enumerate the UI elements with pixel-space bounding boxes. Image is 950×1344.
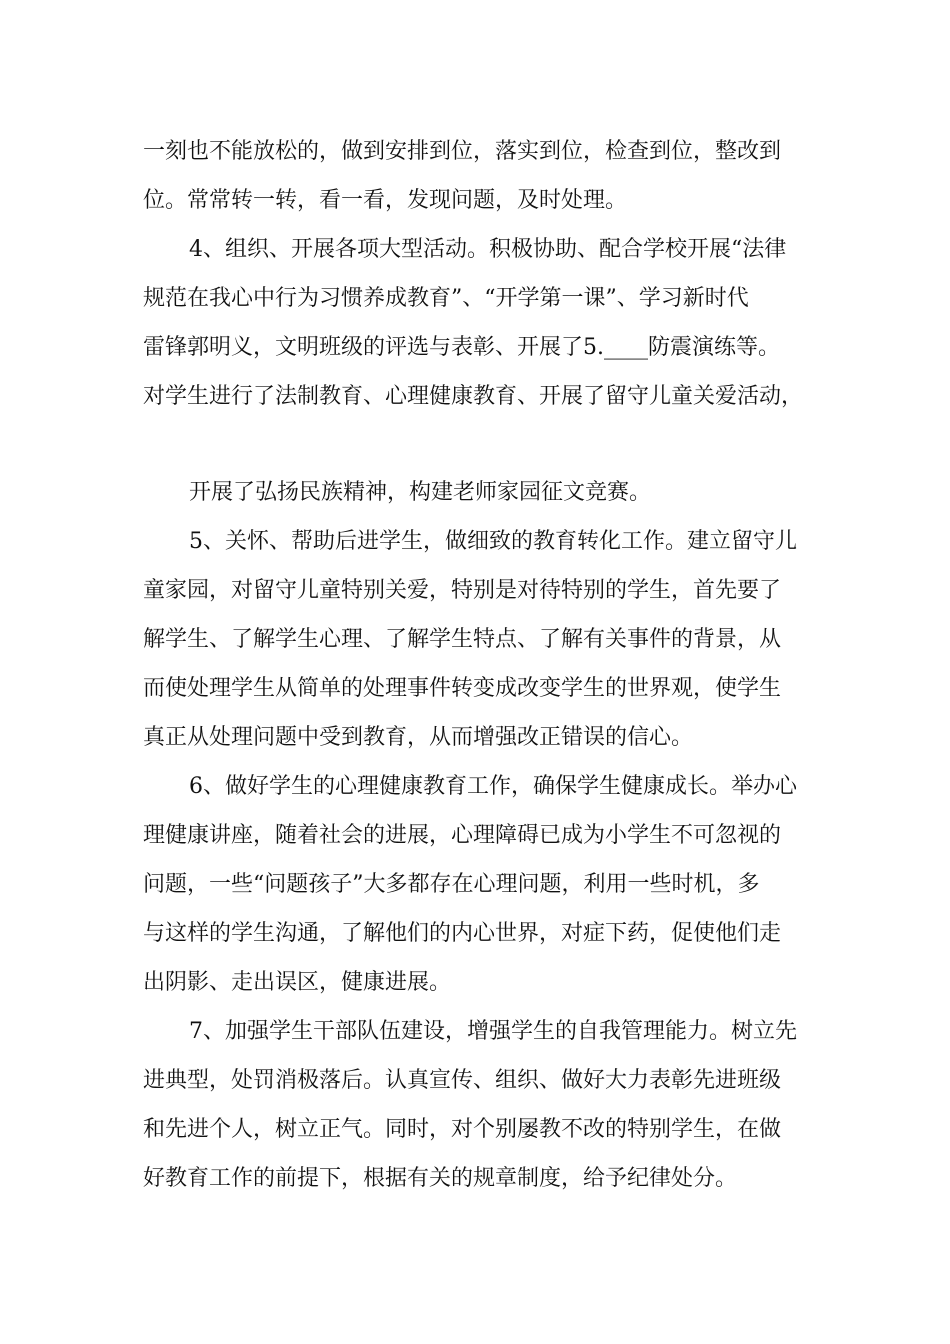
text-line: 真正从处理问题中受到教育，从而增强改正错误的信心。	[143, 725, 694, 750]
text-line: 问题，一些“问题孩子”大多都存在心理问题，利用一些时机，多	[143, 872, 760, 897]
text-line: 6、做好学生的心理健康教育工作，确保学生健康成长。举办心	[189, 774, 797, 799]
text-line: 开展了弘扬民族精神，构建老师家园征文竞赛。	[189, 480, 652, 505]
text-line: 好教育工作的前提下，根据有关的规章制度，给予纪律处分。	[143, 1166, 738, 1191]
text-line: 解学生、了解学生心理、了解学生特点、了解有关事件的背景，从	[143, 627, 782, 652]
text-block-main	[143, 468, 813, 1203]
text-line: 而使处理学生从简单的处理事件转变成改变学生的世界观，使学生	[143, 676, 782, 701]
text-line: 位。常常转一转，看一看，发现问题，及时处理。	[143, 188, 628, 213]
text-line: 理健康讲座，随着社会的进展，心理障碍已成为小学生不可忽视的	[143, 823, 782, 848]
text-line: 4、组织、开展各项大型活动。积极协助、配合学校开展“法律	[189, 237, 787, 262]
text-line: 出阴影、走出误区，健康进展。	[143, 970, 452, 995]
text-line: 对学生进行了法制教育、心理健康教育、开展了留守儿童关爱活动，	[143, 384, 804, 409]
text-line: 规范在我心中行为习惯养成教育”、“开学第一课”、学习新时代	[143, 286, 749, 311]
text-line: 与这样的学生沟通，了解他们的内心世界，对症下药，促使他们走	[143, 921, 782, 946]
text-line: 和先进个人，树立正气。同时，对个别屡教不改的特别学生，在做	[143, 1117, 782, 1142]
text-line: 进典型，处罚消极落后。认真宣传、组织、做好大力表彰先进班级	[143, 1068, 782, 1093]
text-line: 7、加强学生干部队伍建设，增强学生的自我管理能力。树立先	[189, 1019, 797, 1044]
text-line: 一刻也不能放松的，做到安排到位，落实到位，检查到位，整改到	[143, 139, 782, 164]
text-block-top	[143, 127, 813, 421]
text-line: 童家园，对留守儿童特别关爱，特别是对待特别的学生，首先要了	[143, 578, 782, 603]
text-line: 5、关怀、帮助后进学生，做细致的教育转化工作。建立留守儿	[189, 529, 797, 554]
text-line: 雷锋郭明义，文明班级的评选与表彰、开展了5.____防震演练等。	[143, 335, 780, 360]
